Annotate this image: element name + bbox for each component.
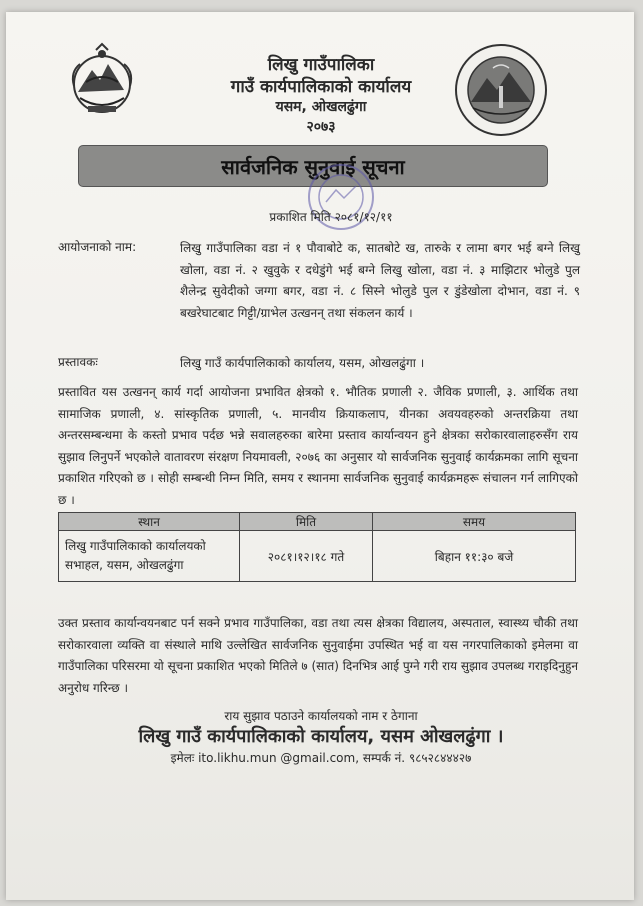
office-address: यसम, ओखलढुंगा bbox=[275, 99, 367, 115]
published-date: २०८१/१२/११ bbox=[334, 210, 393, 224]
email-label: इमेलः bbox=[170, 751, 195, 765]
municipality-name: लिखु गाउँपालिका bbox=[267, 55, 375, 75]
nepal-emblem-icon bbox=[66, 42, 138, 120]
notice-sheet bbox=[6, 12, 634, 900]
table-row bbox=[59, 531, 576, 582]
notice-body-text: प्रस्तावित यस उत्खनन् कार्य गर्दा आयोजना प्रभावित क्षेत्रको १. भौतिक प्रणाली २. जैविक प्रणाली, ३. आर्थिक तथा सामाजिक प्रणाली, ४. सांस्कृतिक प्रणाली, ५. मानवीय क्रियाकलाप, यीनका अवयवहरुको अन्तरक्रिया तथा अन्तरसम्बन्धमा के कस्तो प्रभाव पर्दछ भन्ने सवालहरुका बारेमा प्रस्ताव कार्यान्वयन हुने क्षेत्रका सरोकारवालाहरुसँग राय सुझाव लिनुपर्ने भएकोले वातावरण संरक्षण नियमावली, २०७६ का अनुसार यो सार्वजनिक सुनुवाई कार्यक्रमका लागि सूचना प्रकाशित गरिएको छ । सोही सम्बन्धी निम्न मिति, समय र स्थानमा सार्वजनिक सुनुवाई कार्यक्रमहरू संचालन गर्न लागिएको छ । bbox=[58, 385, 578, 507]
phone-number: ९८५२८४४४२७ bbox=[408, 751, 472, 765]
published-label: प्रकाशित मिति bbox=[269, 210, 331, 224]
hearing-schedule-table bbox=[58, 512, 576, 582]
proposer-text: लिखु गाउँ कार्यपालिकाको कार्यालय, यसम, ओखलढुंगा । bbox=[180, 356, 425, 370]
office-name: गाउँ कार्यपालिकाको कार्यालय bbox=[230, 77, 412, 97]
contact-office-name: लिखु गाउँ कार्यपालिकाको कार्यालय, यसम ओखलढुंगा । bbox=[138, 726, 504, 747]
phone-label: सम्पर्क नं. bbox=[362, 751, 406, 765]
header-place: स्थान bbox=[59, 513, 240, 531]
cell-place: लिखु गाउँपालिकाको कार्यालयको सभाहल, यसम, ओखलढुंगा bbox=[59, 531, 240, 582]
establishment-year: २०७३ bbox=[306, 119, 336, 135]
proposer-label: प्रस्तावकः bbox=[58, 355, 98, 369]
project-label: आयोजनाको नाम: bbox=[58, 240, 137, 254]
table-header-row bbox=[59, 513, 576, 531]
cell-time: बिहान ११:३० बजे bbox=[373, 531, 576, 582]
project-text: लिखु गाउँपालिका वडा नं १ पौवाबोटे क, सातबोटे ख, तारुके र लामा बगर भई बग्ने लिखु खोला, वडा नं. २ खुवुके र दधेडुंगे भई बग्ने लिखु खोला, वडा नं. ३ माझिटार भोलुडे पुल शैलेन्द्र सुवेदीको जग्गा बगर, वडा नं. ८ सिस्ने भोलुडे पुल र डुंडेखोला दोभान, वडा नं. ९ बखरेघाटबाट गिट्टी/ग्राभेल उत्खनन् तथा संकलन कार्य । bbox=[180, 241, 580, 320]
published-date-line bbox=[206, 208, 456, 225]
cell-date: २०८१।१२।१८ गते bbox=[240, 531, 373, 582]
contact-line bbox=[116, 749, 526, 766]
notice-title: सार्वजनिक सुनुवाई सूचना bbox=[221, 154, 405, 179]
request-text: उक्त प्रस्ताव कार्यान्वयनबाट पर्न सक्ने प्रभाव गाउँपालिका, वडा तथा त्यस क्षेत्रका विद्यालय, अस्पताल, स्वास्थ्य चौकी तथा सरोकारवाला व्यक्ति वा संस्थाले माथि उल्लेखित सार्वजनिक सुनुवाईमा उपस्थित भई वा यस नगरपालिकाको इमेलमा वा गाउँपालिका परिसरमा यो सूचना प्रकाशित भएको मितिले ७ (सात) दिनभित्र आई पुग्ने गरी राय सुझाव उपलब्ध गराइदिनुहुन अनुरोध गरिन्छ । bbox=[58, 616, 578, 695]
contact-label: राय सुझाव पठाउने कार्यालयको नाम र ठेगाना bbox=[224, 709, 418, 723]
email-address[interactable]: ito.likhu.mun @gmail.com, bbox=[198, 751, 360, 765]
header-date: मिति bbox=[240, 513, 373, 531]
header-time: समय bbox=[373, 513, 576, 531]
